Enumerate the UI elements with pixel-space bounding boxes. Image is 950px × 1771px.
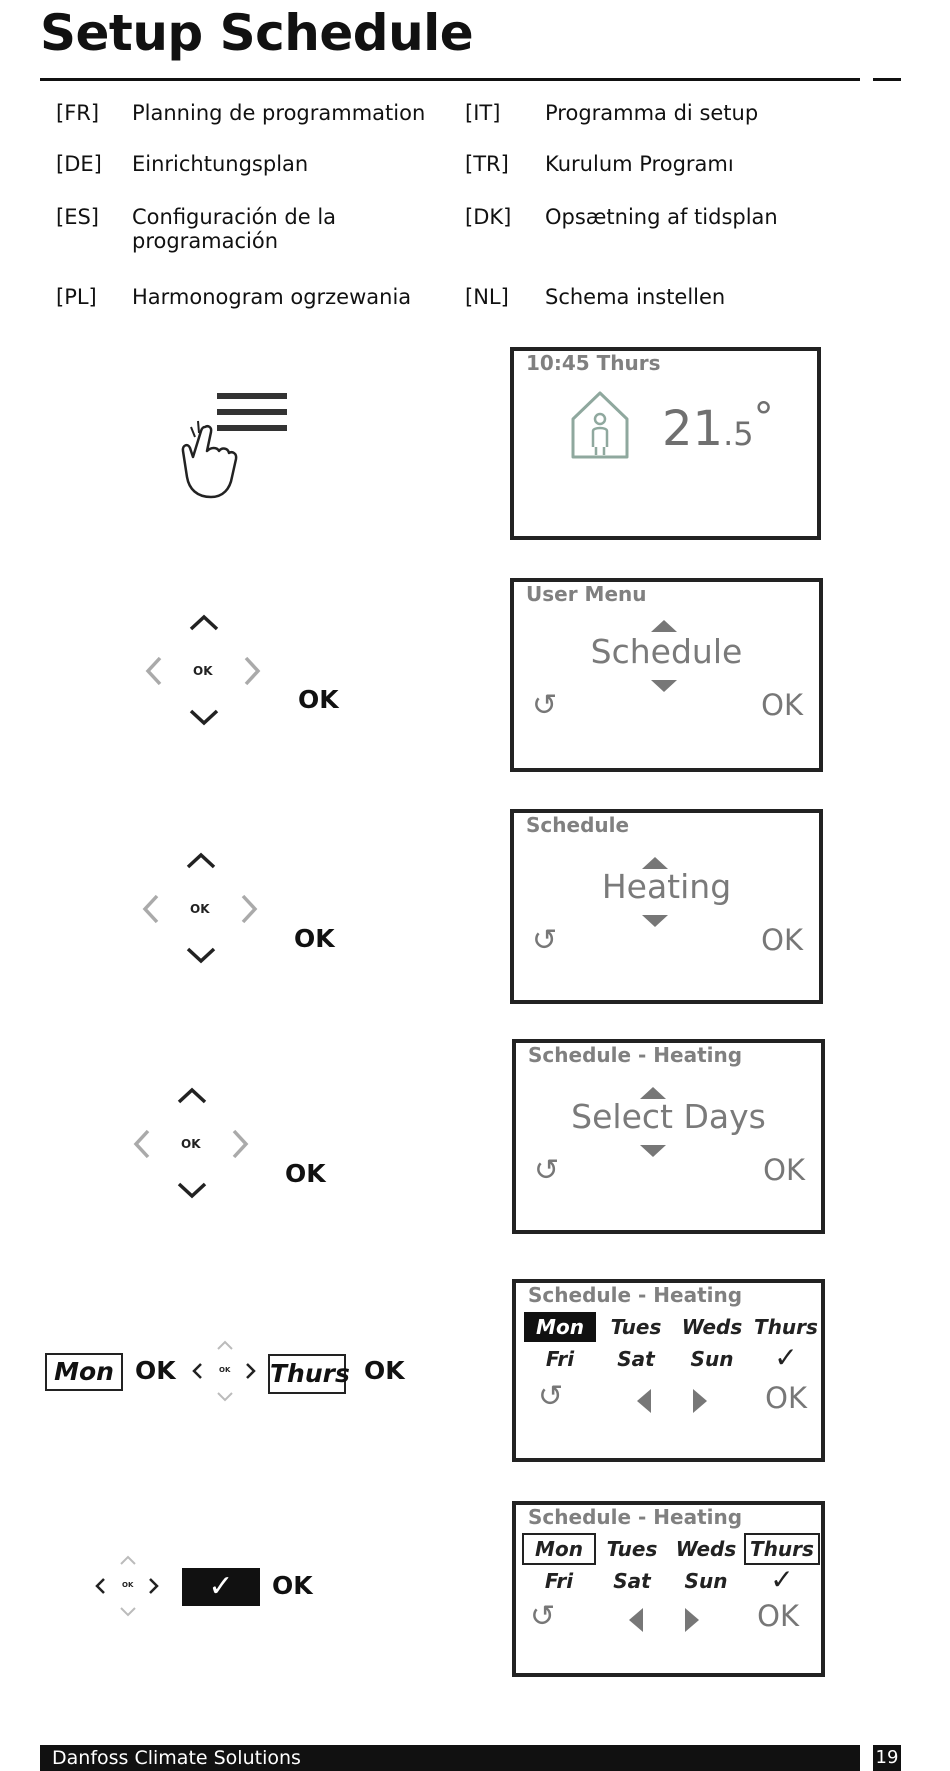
back-icon: ↺ [532,688,558,723]
nav-pad-2 [140,605,270,735]
check-button: ✓ [182,1568,260,1606]
scroll-up-icon [651,620,677,632]
back-icon: ↺ [530,1599,556,1634]
day-sun: Sun [684,1569,728,1593]
nav-ok-center: OK [181,1137,201,1151]
chevron-right-icon [149,1577,159,1595]
scroll-down-icon [640,1145,666,1157]
chevron-right-icon [246,1362,256,1380]
chevron-down-icon [216,1392,234,1402]
nav-ok-center: OK [190,902,210,916]
check-icon: ✓ [770,1563,794,1596]
days-b-title: Schedule - Heating [528,1505,743,1529]
mon-button: Mon [45,1353,123,1391]
screen-ok-label: OK [761,923,803,957]
days-a-title: Schedule - Heating [528,1283,743,1307]
lang-code-tr: [TR] [465,152,509,176]
schedule-item: Heating [601,867,732,906]
chevron-left-icon [141,893,159,925]
lang-text-nl: Schema instellen [545,285,726,309]
title-rule-short [873,78,901,81]
screen-ok-label: OK [765,1381,807,1415]
lang-text-tr: Kurulum Programı [545,152,734,176]
thurs-button: Thurs [268,1354,346,1394]
chevron-up-icon [176,1086,208,1104]
check-icon: ✓ [774,1341,798,1374]
chevron-right-icon [241,893,259,925]
day-mon: Mon [522,1533,596,1565]
arrow-right-icon [684,1607,700,1633]
day-sat: Sat [617,1347,655,1371]
nav-ok-center: OK [219,1366,231,1374]
day-thurs: Thurs [744,1533,820,1565]
day-weds: Weds [681,1315,743,1339]
screen-ok-label: OK [757,1599,799,1633]
title-rule [40,78,860,81]
screen-home [510,347,821,540]
chevron-right-icon [244,655,262,687]
day-mon: Mon [524,1312,596,1342]
chevron-right-icon [232,1128,250,1160]
screen-schedule [510,809,823,1004]
step4-ok-label: OK [285,1159,326,1188]
back-icon: ↺ [532,923,558,958]
footer-brand: Danfoss Climate Solutions [52,1747,301,1769]
user-menu-item: Schedule [590,632,743,671]
lang-code-es: [ES] [56,205,99,229]
chevron-up-icon [216,1340,234,1350]
user-menu-title: User Menu [526,582,647,606]
nav-pad-3 [137,843,267,973]
back-icon: ↺ [538,1379,564,1414]
screen-days-b [512,1501,825,1677]
back-icon: ↺ [534,1153,560,1188]
chevron-down-icon [185,947,217,965]
nav-ok-center: OK [122,1581,134,1589]
home-temperature [662,395,774,457]
day-weds: Weds [675,1537,737,1561]
temp-main: 21 [662,401,724,457]
lang-code-de: [DE] [56,152,102,176]
home-time: 10:45 Thurs [526,351,661,375]
chevron-left-icon [95,1577,105,1595]
lang-text-de: Einrichtungsplan [132,152,309,176]
chevron-up-icon [119,1555,137,1565]
lang-code-dk: [DK] [465,205,512,229]
chevron-left-icon [132,1128,150,1160]
nav-ok-center: OK [193,664,213,678]
nav-pad-4 [128,1078,258,1208]
lang-text-fr: Planning de programmation [132,101,426,125]
nav-pad-6 [93,1553,163,1621]
day-tues: Tues [610,1315,662,1339]
chevron-left-icon [192,1362,202,1380]
chevron-down-icon [176,1182,208,1200]
screen-schedule-heating [512,1039,825,1234]
arrow-right-icon [692,1388,708,1414]
arrow-left-icon [628,1607,644,1633]
lang-text-es: Configuración de la programación [132,205,337,253]
page-number: 19 [873,1745,901,1771]
screen-days-a [512,1279,825,1462]
lang-code-pl: [PL] [56,285,97,309]
chevron-down-icon [119,1607,137,1617]
scroll-down-icon [651,680,677,692]
day-fri: Fri [545,1347,575,1371]
step5-ok-label-2: OK [364,1356,405,1385]
arrow-left-icon [636,1388,652,1414]
day-sat: Sat [613,1569,651,1593]
step6-ok-label: OK [272,1571,313,1600]
schedule-heating-item: Select Days [571,1097,766,1136]
step5-ok-label-1: OK [135,1356,176,1385]
step3-ok-label: OK [294,924,335,953]
step2-ok-label: OK [298,685,339,714]
chevron-down-icon [188,709,220,727]
lang-code-nl: [NL] [465,285,509,309]
day-tues: Tues [606,1537,658,1561]
screen-user-menu [510,578,823,772]
chevron-up-icon [185,851,217,869]
day-thurs: Thurs [754,1315,818,1339]
page-title: Setup Schedule [40,4,474,62]
press-menu-icon [175,385,295,503]
lang-code-it: [IT] [465,101,501,125]
nav-pad-5 [190,1338,260,1406]
screen-ok-label: OK [761,688,803,722]
schedule-title: Schedule [526,813,630,837]
temp-unit: ° [753,395,774,441]
home-person-icon [569,389,631,461]
lang-text-dk: Opsætning af tidsplan [545,205,778,229]
screen-ok-label: OK [763,1153,805,1187]
lang-text-pl: Harmonogram ogrzewania [132,285,412,309]
temp-decimal: .5 [723,415,754,453]
lang-text-it: Programma di setup [545,101,759,125]
chevron-left-icon [144,655,162,687]
schedule-heating-title: Schedule - Heating [528,1043,743,1067]
day-sun: Sun [690,1347,734,1371]
day-fri: Fri [544,1569,574,1593]
lang-code-fr: [FR] [56,101,100,125]
scroll-down-icon [642,915,668,927]
chevron-up-icon [188,613,220,631]
